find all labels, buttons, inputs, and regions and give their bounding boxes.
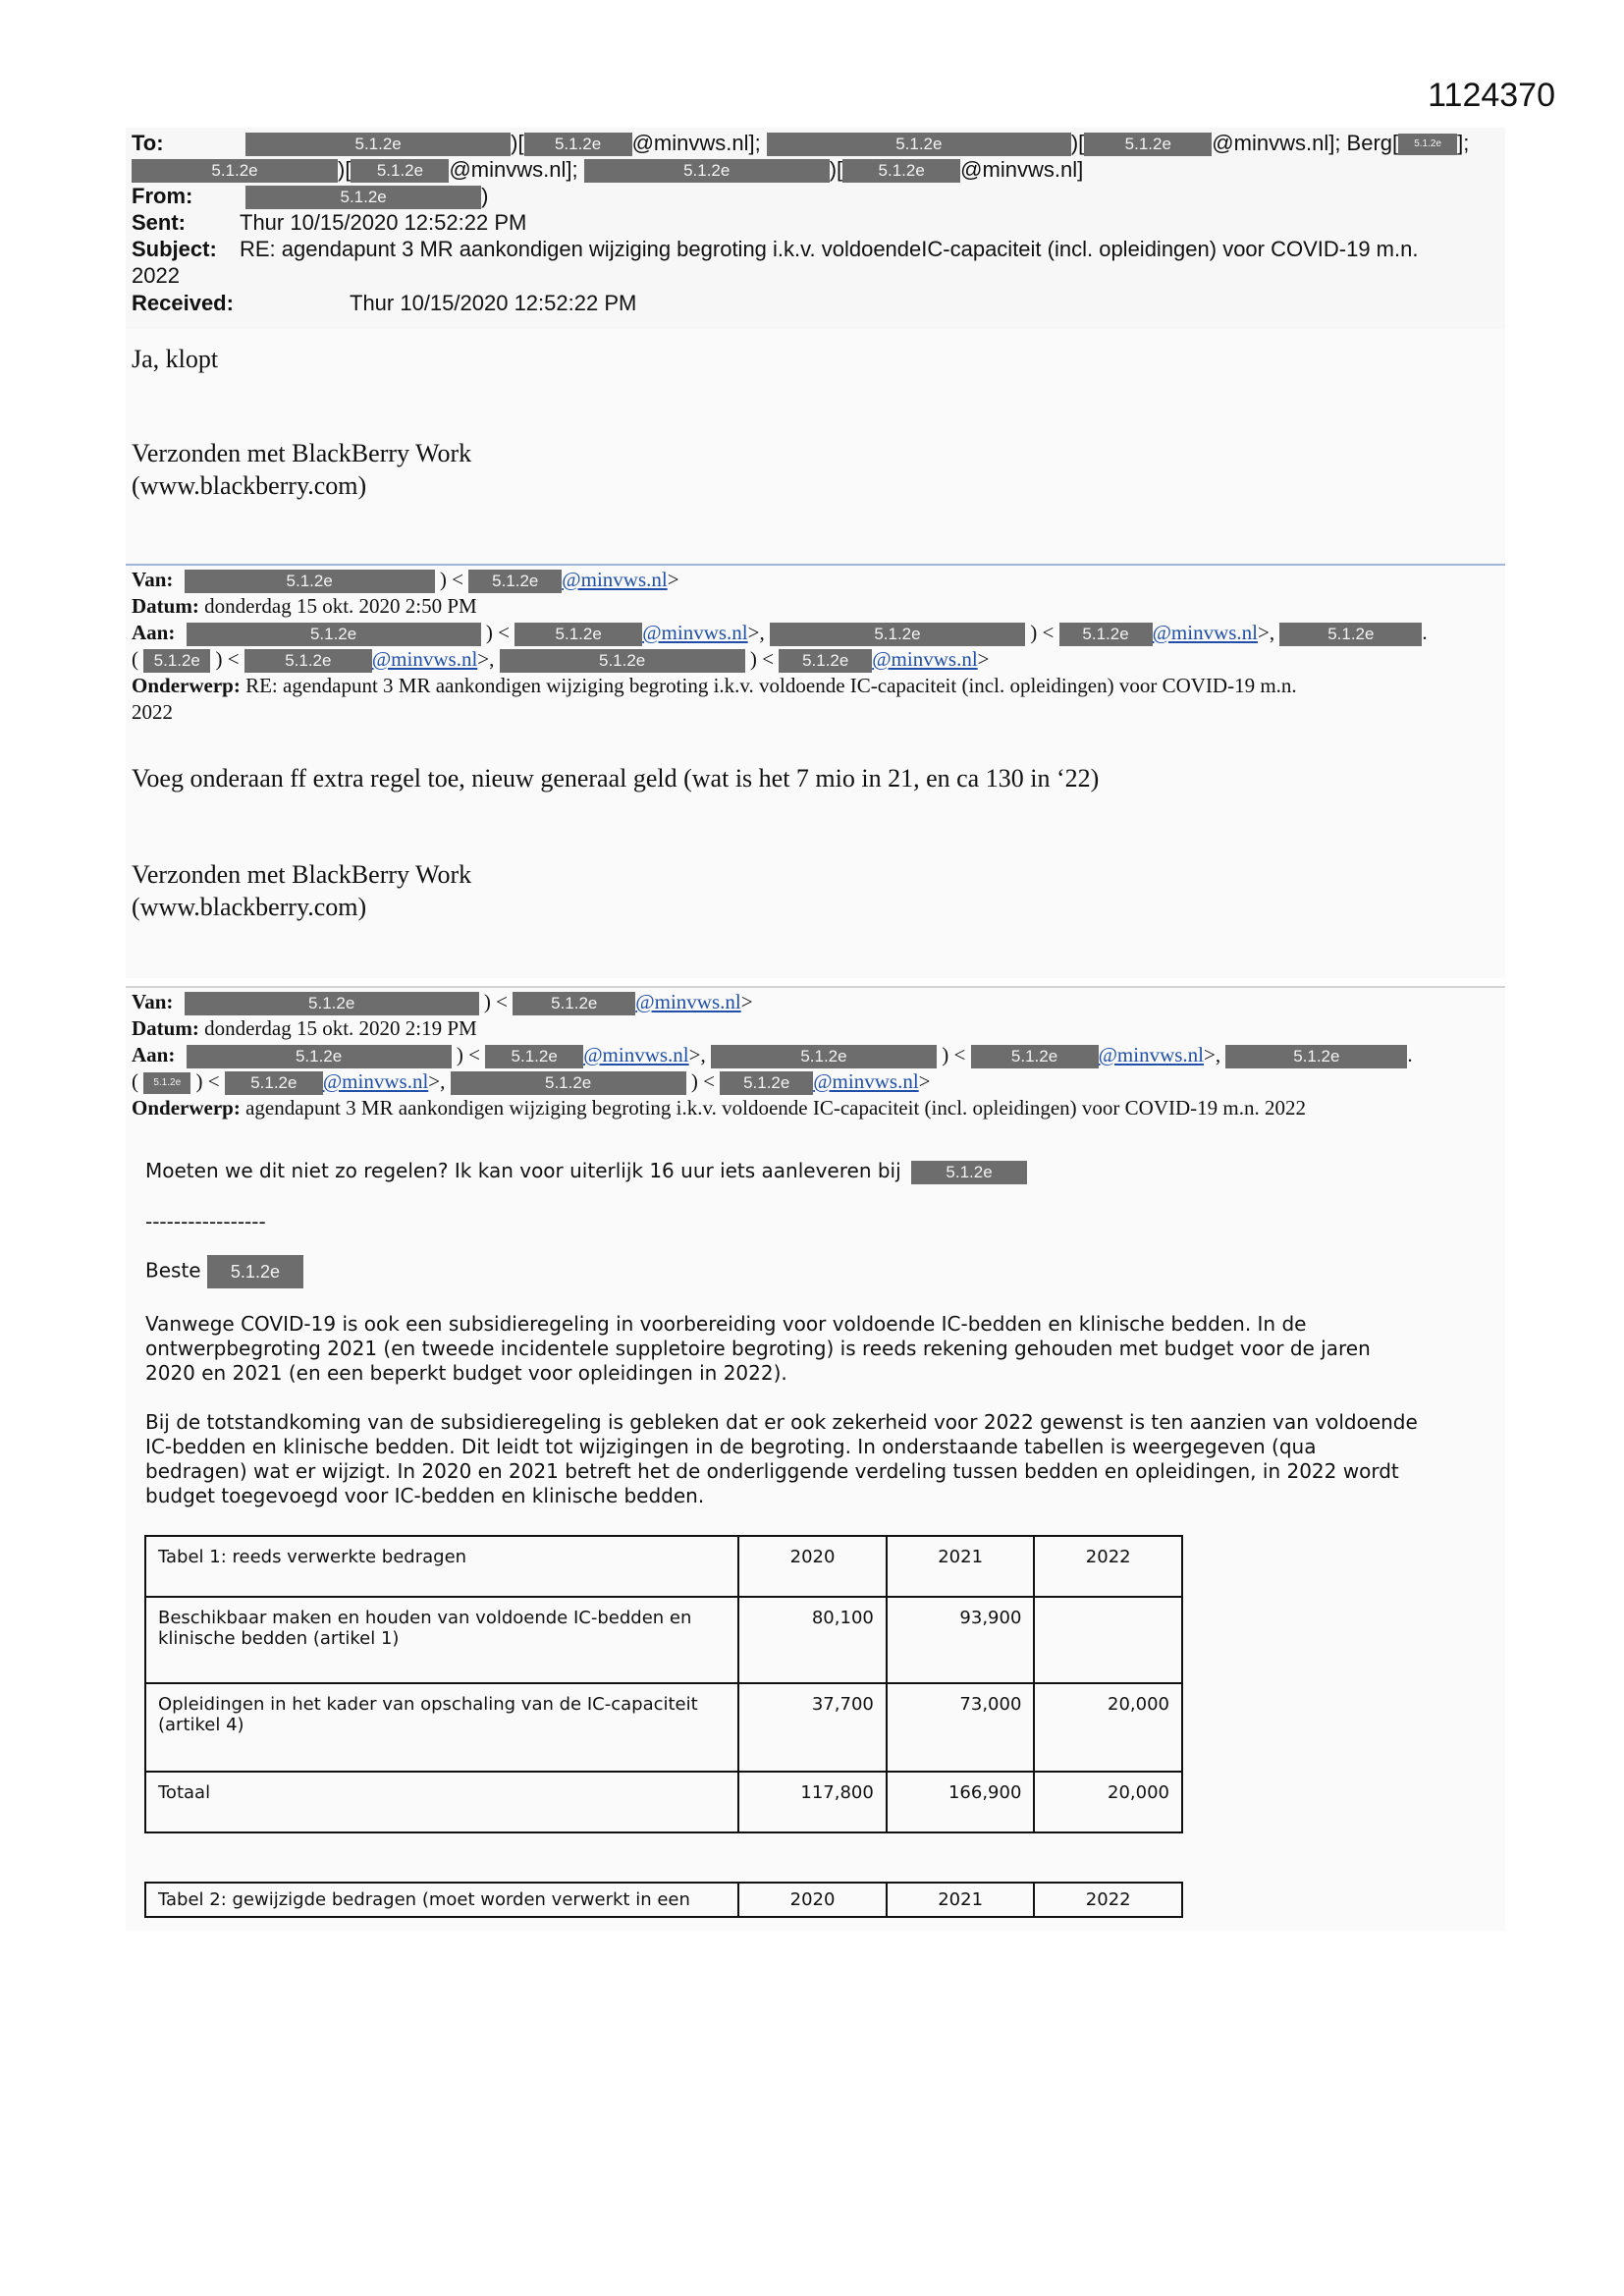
para1-line: ontwerpbegroting 2021 (en tweede incidentele suppletoire begroting) is reeds rekening gehouden met budget voor de jaren: [145, 1337, 1371, 1360]
email2-body: Voeg onderaan ff extra regel toe, nieuw generaal geld (wat is het 7 mio in 21, en ca 130 in ‘22): [132, 764, 1100, 793]
year-header: 2021: [887, 1536, 1035, 1597]
row-label: Totaal: [145, 1772, 738, 1832]
email-link[interactable]: @minvws.nl: [635, 990, 741, 1013]
sent-value: Thur 10/15/2020 12:52:22 PM: [240, 210, 527, 235]
redaction: 5.1.2e: [1059, 623, 1153, 646]
email3-datum-row: [132, 1015, 477, 1042]
redaction: 5.1.2e: [207, 1255, 303, 1288]
email2-datum-row: [132, 593, 477, 620]
email-link[interactable]: @minvws.nl: [872, 647, 978, 671]
cell-value: [1034, 1597, 1182, 1683]
para2-line: bedragen) wat er wijzigt. In 2020 en 2021 betreft het de onderliggende verdeling tussen bedden en opleidingen, in 2022 wordt: [145, 1459, 1399, 1483]
datum-label: Datum:: [132, 594, 199, 618]
onderwerp-label: Onderwerp:: [132, 1096, 241, 1120]
cell-value: 117,800: [738, 1772, 887, 1832]
onderwerp-label: Onderwerp:: [132, 674, 241, 697]
redaction: 5.1.2e: [187, 623, 481, 646]
bracket: )[: [511, 131, 524, 155]
table-total-row: [145, 1772, 1182, 1832]
greeting-row: [145, 1255, 303, 1288]
email-link[interactable]: @minvws.nl: [1098, 1043, 1204, 1066]
redaction: 5.1.2e: [770, 623, 1025, 646]
document-number: 1124370: [1428, 77, 1555, 114]
redaction: 5.1.2e: [513, 992, 635, 1015]
email2-onderwerp-row: [132, 673, 1297, 699]
sent-label: Sent:: [132, 210, 186, 235]
table-row: [145, 1683, 1182, 1772]
email-domain: ];: [1457, 131, 1470, 155]
onderwerp-value: agendapunt 3 MR aankondigen wijziging begroting i.k.v. voldoende IC-capaciteit (incl. opleidingen) voor COVID-19 m.n. 2022: [245, 1096, 1306, 1120]
cell-value: 166,900: [887, 1772, 1035, 1832]
email1-signature-1: Verzonden met BlackBerry Work: [132, 439, 472, 467]
email-link[interactable]: @minvws.nl: [322, 1069, 429, 1093]
cell-value: 93,900: [887, 1597, 1035, 1683]
redaction: 5.1.2e: [514, 623, 642, 646]
year-header: 2020: [738, 1883, 887, 1917]
datum-value: donderdag 15 okt. 2020 2:19 PM: [204, 1016, 477, 1040]
from-label: From:: [132, 184, 193, 208]
subject-label: Subject:: [132, 237, 217, 261]
redaction: 5.1.2e: [132, 159, 338, 183]
row-label-line: (artikel 4): [158, 1715, 244, 1735]
email3-aan-row-2: ( 5.1.2e ) < 5.1.2e @minvws.nl>, 5.1.2e ) < 5.1.2e @minvws.nl>: [132, 1068, 931, 1095]
para2-line: Bij de totstandkoming van de subsidieregeling is gebleken dat er ook zekerheid voor 2022 gewenst is ten aanzien van voldoende: [145, 1410, 1418, 1434]
cell-value: 73,000: [887, 1683, 1035, 1772]
redaction: 5.1.2e: [711, 1045, 937, 1068]
bracket: )[: [338, 157, 352, 182]
row-label: [145, 1597, 738, 1683]
email2-aan-row-2: ( 5.1.2e ) < 5.1.2e @minvws.nl>, 5.1.2e ) < 5.1.2e @minvws.nl>: [132, 646, 990, 673]
cell-value: 20,000: [1034, 1772, 1182, 1832]
email1-signature-2: (www.blackberry.com): [132, 471, 367, 500]
redaction: 5.1.2e: [245, 133, 511, 156]
email2-signature-1: Verzonden met BlackBerry Work: [132, 860, 472, 889]
email1-subject-row: [132, 236, 1418, 262]
year-header: 2020: [738, 1536, 887, 1597]
redaction: 5.1.2e: [451, 1071, 686, 1095]
email3-van-row: Van: 5.1.2e ) < 5.1.2e @minvws.nl>: [132, 989, 753, 1015]
redaction: 5.1.2e: [485, 1045, 583, 1068]
row-label: [145, 1683, 738, 1772]
table-1: [144, 1535, 1183, 1833]
email-link[interactable]: @minvws.nl: [1152, 621, 1258, 644]
to-label: To:: [132, 131, 164, 155]
year-header: 2022: [1034, 1536, 1182, 1597]
redaction: 5.1.2e: [143, 1072, 190, 1094]
received-label: Received:: [132, 291, 234, 315]
table-title: Tabel 1: reeds verwerkte bedragen: [145, 1536, 738, 1597]
redaction: 5.1.2e: [767, 133, 1071, 156]
row-label-line: Beschikbaar maken en houden van voldoende IC-bedden en: [158, 1608, 692, 1628]
redaction: 5.1.2e: [1225, 1045, 1407, 1068]
para2-line: IC-bedden en klinische bedden. Dit leidt tot wijzigingen in de begroting. In onderstaande tabellen is weergegeven (qua: [145, 1435, 1317, 1458]
redaction: 5.1.2e: [225, 1071, 323, 1095]
para1-line: 2020 en 2021 (en een beperkt budget voor opleidingen in 2022).: [145, 1361, 787, 1385]
redaction: 5.1.2e: [351, 159, 449, 183]
email-link[interactable]: @minvws.nl: [813, 1069, 919, 1093]
email-domain: @minvws.nl];: [449, 157, 578, 182]
redaction: 5.1.2e: [1279, 623, 1422, 646]
para2-line: budget toegevoegd voor IC-bedden en klinische bedden.: [145, 1484, 705, 1507]
cell-value: 20,000: [1034, 1683, 1182, 1772]
redaction: 5.1.2e: [842, 159, 960, 183]
email-domain: @minvws.nl];: [631, 131, 761, 155]
email1-to-row-2: [132, 156, 1083, 183]
email-link[interactable]: @minvws.nl: [583, 1043, 689, 1066]
datum-label: Datum:: [132, 1016, 199, 1040]
email2-signature-2: (www.blackberry.com): [132, 893, 367, 921]
table-row: [145, 1597, 1182, 1683]
cell-value: 37,700: [738, 1683, 887, 1772]
table-2: [144, 1882, 1183, 1918]
van-label: Van:: [132, 990, 174, 1013]
bracket: )[: [1070, 131, 1085, 155]
redaction: 5.1.2e: [500, 649, 745, 673]
email-domain: @minvws.nl]; Berg[: [1212, 131, 1399, 155]
redaction: 5.1.2e: [244, 649, 372, 673]
received-value: Thur 10/15/2020 12:52:22 PM: [350, 291, 637, 315]
email3-aan-row: Aan: 5.1.2e ) < 5.1.2e @minvws.nl>, 5.1.2e ) < 5.1.2e @minvws.nl>, 5.1.2e .: [132, 1042, 1413, 1068]
year-header: 2021: [887, 1883, 1035, 1917]
redaction: 5.1.2e: [245, 186, 481, 209]
redaction: 5.1.2e: [524, 133, 632, 156]
email2-aan-row: Aan: 5.1.2e ) < 5.1.2e @minvws.nl>, 5.1.2e ) < 5.1.2e @minvws.nl>, 5.1.2e .: [132, 620, 1428, 646]
redaction: 5.1.2e: [720, 1071, 813, 1095]
table-header-row: [145, 1883, 1182, 1917]
onderwerp-value: RE: agendapunt 3 MR aankondigen wijziging begroting i.k.v. voldoende IC-capaciteit (incl. opleidingen) voor COVID-19 m.n.: [245, 674, 1297, 697]
email1-sent-row: [132, 209, 526, 236]
email1-to-row: [132, 130, 1469, 156]
dash-separator: -----------------: [145, 1210, 266, 1233]
email3-onderwerp-row: [132, 1095, 1306, 1121]
aan-label: Aan:: [132, 621, 176, 644]
bracket: )[: [829, 157, 843, 182]
redaction: 5.1.2e: [971, 1045, 1099, 1068]
row-label-line: klinische bedden (artikel 1): [158, 1628, 400, 1649]
table-title: Tabel 2: gewijzigde bedragen (moet worden verwerkt in een: [145, 1883, 738, 1917]
bracket: ): [481, 184, 489, 208]
email-link[interactable]: @minvws.nl: [371, 647, 478, 671]
redaction: 5.1.2e: [779, 649, 872, 673]
table-header-row: [145, 1536, 1182, 1597]
email1-subject-row-2: 2022: [132, 263, 180, 288]
redaction: 5.1.2e: [911, 1161, 1027, 1184]
email3-line1: [145, 1159, 1027, 1184]
email1-received-row: [132, 290, 636, 316]
email2-van-row: Van: 5.1.2e ) < 5.1.2e @minvws.nl>: [132, 567, 679, 593]
redaction: 5.1.2e: [187, 1045, 452, 1068]
email-link[interactable]: @minvws.nl: [562, 568, 668, 591]
redaction: 5.1.2e: [143, 649, 210, 673]
datum-value: donderdag 15 okt. 2020 2:50 PM: [204, 594, 477, 618]
redaction: 5.1.2e: [1398, 134, 1457, 155]
redaction: 5.1.2e: [468, 570, 562, 593]
row-label-line: Opleidingen in het kader van opschaling van de IC-capaciteit: [158, 1694, 698, 1715]
email1-body: Ja, klopt: [132, 345, 219, 373]
email-domain: @minvws.nl]: [960, 157, 1084, 182]
greeting: Beste: [145, 1258, 201, 1283]
redaction: 5.1.2e: [1084, 133, 1212, 156]
aan-label: Aan:: [132, 1043, 176, 1066]
para1-line: Vanwege COVID-19 is ook een subsidieregeling in voorbereiding voor voldoende IC-bedden en klinische bedden. In de: [145, 1312, 1307, 1336]
email3-line1-text: Moeten we dit niet zo regelen? Ik kan voor uiterlijk 16 uur iets aanleveren bij: [145, 1159, 901, 1182]
redaction: 5.1.2e: [584, 159, 830, 183]
subject-value: RE: agendapunt 3 MR aankondigen wijziging begroting i.k.v. voldoendeIC-capaciteit (incl. opleidingen) voor COVID-19 m.n.: [240, 237, 1419, 261]
email2-onderwerp-row-2: 2022: [132, 700, 173, 724]
year-header: 2022: [1034, 1883, 1182, 1917]
email1-from-row: [132, 183, 488, 209]
redaction: 5.1.2e: [185, 992, 479, 1015]
email-link[interactable]: @minvws.nl: [642, 621, 748, 644]
redaction: 5.1.2e: [185, 570, 435, 593]
van-label: Van:: [132, 568, 174, 591]
cell-value: 80,100: [738, 1597, 887, 1683]
